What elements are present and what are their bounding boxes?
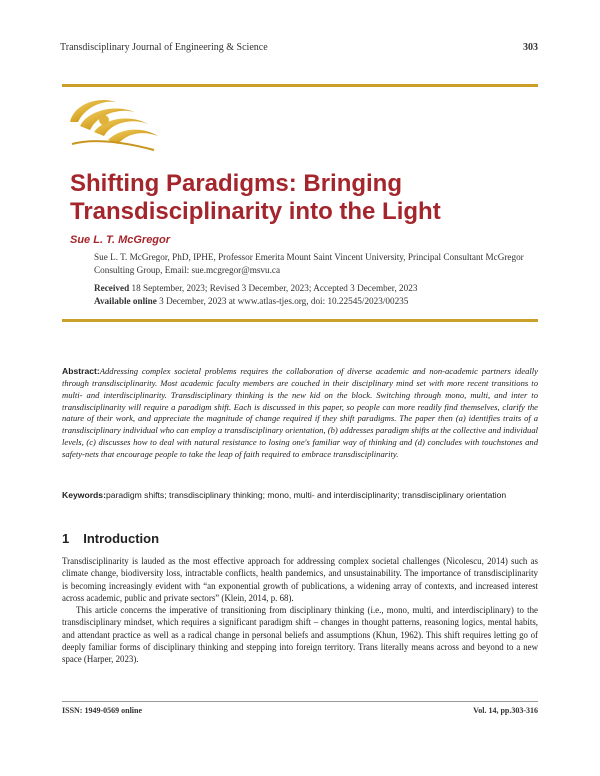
header-rule: [62, 84, 538, 87]
received-text: 18 September, 2023; Revised 3 December, 2023; Accepted 3 December, 2023: [129, 283, 418, 293]
paragraph: Transdisciplinarity is lauded as the most effective approach for addressing complex societal challenges (Nicolescu, 2014) such as climate change, biodiversity loss, intractable conflicts, health pandemics, and unsustainability. The importance of transdisciplinarity is becoming increasingly evident with “an exponential growth of publications, a widening array of contexts, and increased interest across academic, public and private sectors” (Klein, 2014, p. 68).: [62, 556, 538, 603]
online-text: 3 December, 2023 at www.atlas-tjes.org, doi: 10.22545/2023/00235: [156, 295, 409, 306]
online-line: [94, 295, 534, 308]
author-name: Sue L. T. McGregor: [70, 234, 171, 246]
section-body: [62, 555, 538, 666]
author-affiliation: Sue L. T. McGregor, PhD, IPHE, Professor Emerita Mount Saint Vincent University, Principal Consultant McGregor Consulting Group, Email: sue.mcgregor@msvu.ca: [94, 252, 524, 275]
section-title: Introduction: [83, 531, 160, 546]
section-heading: [62, 531, 159, 546]
received-label: Received: [94, 283, 130, 293]
online-label: Available online: [94, 295, 157, 306]
keywords-text: paradigm shifts; transdisciplinary thinking; mono, multi- and interdisciplinarity; transdisciplinary orientation: [105, 490, 507, 500]
received-line: [94, 282, 534, 295]
running-header: [60, 42, 538, 53]
abstract-text: Addressing complex societal problems requires the collaboration of diverse academic and non-academic partners ideally through transdisciplinarity. Most academic faculty members are couched in their disciplinary mind set with more recent transitions to multi- and interdisciplinarity. Transdisciplinary thinking is the new kid on the block. Switching through mono, multi, and inter to transdisciplinarity will require a paradigm shift. Each is discussed in this paper, so people can more readily find themselves, clarify the nature of their work, and appreciate the magnitude of change required if they shift paradigms. The paper then (a) identifies traits of a transdisciplinary individual who can employ a transdisciplinary orientation, (b) addresses paradigm shifts at the collective and individual levels, (c) discusses how to deal with natural resistance to losing one's familiar way of thinking and (d) concludes with touchstones and safety-nets that encourage people to take the leap of faith required to embrace transdisciplinarity.: [62, 366, 538, 459]
issn: ISSN: 1949-0569 online: [62, 706, 143, 715]
article-dates: [94, 282, 534, 307]
keywords-label: Keywords:: [62, 490, 106, 500]
keywords: [62, 490, 538, 502]
section-number: 1: [62, 531, 70, 546]
page-number: 303: [523, 42, 538, 53]
abstract-label: Abstract:: [62, 366, 100, 376]
paragraph: This article concerns the imperative of transitioning from disciplinary thinking (i.e., mono, multi, and interdisciplinary) to the transdisciplinary mindset, which requires a significant paradigm shift – changes in thought patterns, reasoning logics, mental habits, and attendant practice as well as a radical change in personal beliefs and assumptions (Khun, 1962). This shift requires letting go of deeply familiar forms of disciplinary thinking and stepping into foreign territory. Trans literally means across and beyond to a new space (Harper, 2023).: [62, 605, 538, 665]
article-title: Shifting Paradigms: Bringing Transdisciplinarity into the Light: [70, 170, 441, 225]
golden-swirl-logo-icon: [64, 92, 164, 159]
title-block-rule: [62, 319, 538, 322]
footer-rule: [62, 701, 538, 702]
page-footer: [62, 706, 538, 715]
volume-pages: Vol. 14, pp.303-316: [473, 706, 538, 715]
abstract: [62, 366, 538, 461]
journal-name: Transdisciplinary Journal of Engineering & Science: [60, 42, 268, 53]
